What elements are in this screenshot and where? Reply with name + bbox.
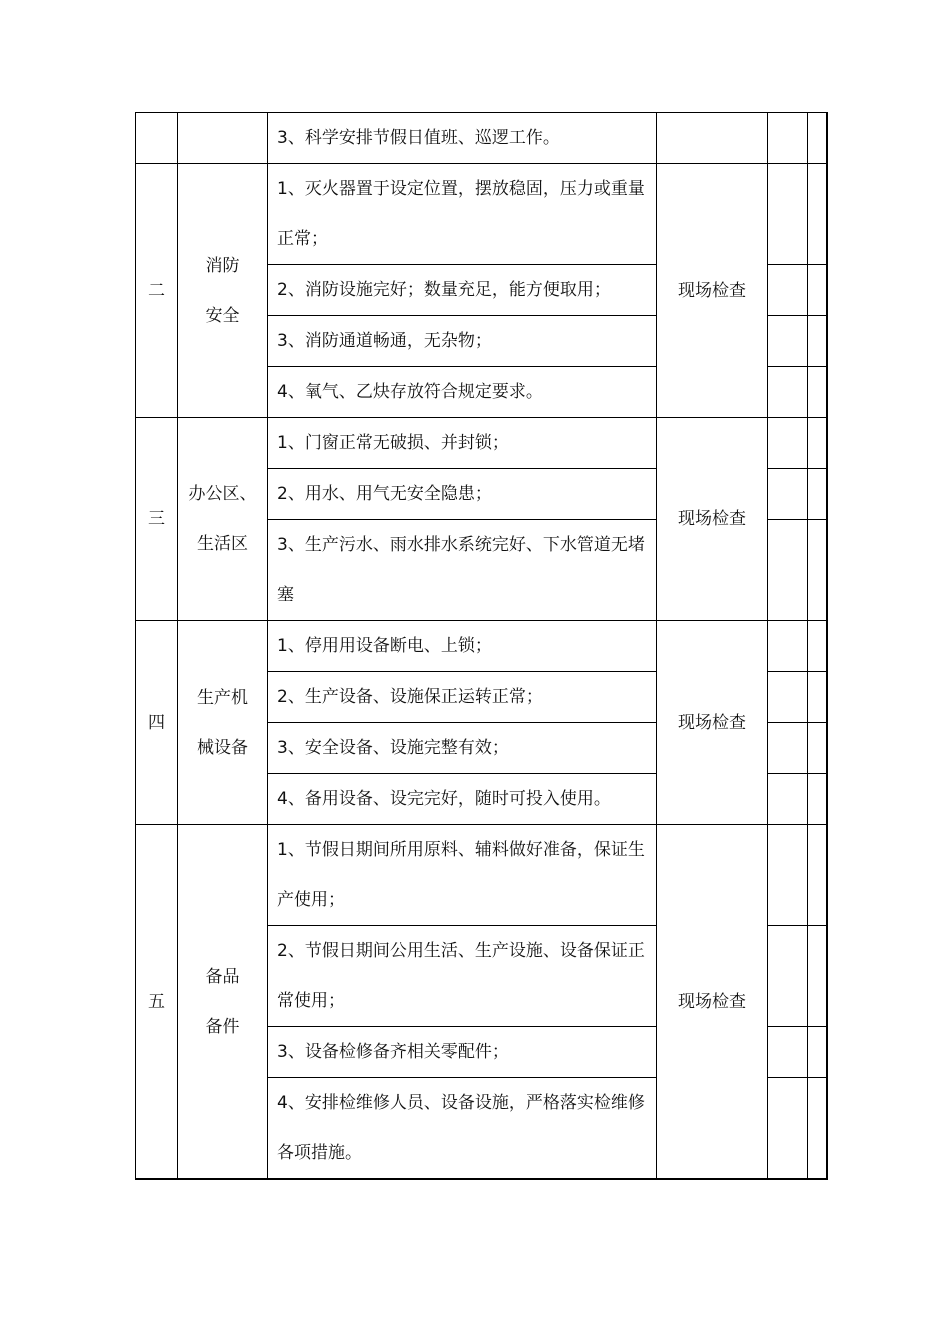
- result-cell: [768, 825, 808, 926]
- inspection-method: 现场检查: [657, 825, 768, 1180]
- check-item: 4、备用设备、设完完好，随时可投入使用。: [268, 774, 657, 825]
- check-item: 1、节假日期间所用原料、辅料做好准备，保证生产使用；: [268, 825, 657, 926]
- category-cell: [178, 113, 268, 164]
- remark-cell: [808, 774, 827, 825]
- category-line: 生活区: [197, 534, 248, 554]
- section-category: [178, 825, 268, 1180]
- result-cell: [768, 672, 808, 723]
- result-cell: [768, 469, 808, 520]
- remark-cell: [808, 926, 827, 1027]
- number-cell: [136, 113, 178, 164]
- check-item: 1、门窗正常无破损、并封锁；: [268, 418, 657, 469]
- check-item: 1、停用用设备断电、上锁；: [268, 621, 657, 672]
- remark-cell: [808, 520, 827, 621]
- category-line: 消防: [205, 255, 240, 276]
- result-cell: [768, 367, 808, 418]
- result-cell: [768, 1078, 808, 1180]
- result-cell: [768, 926, 808, 1027]
- table-row: [136, 113, 827, 164]
- remark-cell: [808, 723, 827, 774]
- result-cell: [768, 418, 808, 469]
- section-category: [178, 621, 268, 825]
- remark-cell: [808, 113, 827, 164]
- result-cell: [768, 316, 808, 367]
- inspection-method: 现场检查: [657, 418, 768, 621]
- result-cell: [768, 774, 808, 825]
- remark-cell: [808, 469, 827, 520]
- inspection-checklist-table: [135, 112, 828, 1180]
- table-row: [136, 418, 827, 469]
- remark-cell: [808, 418, 827, 469]
- check-item: 3、安全设备、设施完整有效；: [268, 723, 657, 774]
- remark-cell: [808, 367, 827, 418]
- method-cell: [657, 113, 768, 164]
- check-item: 3、设备检修备齐相关零配件；: [268, 1027, 657, 1078]
- remark-cell: [808, 1027, 827, 1078]
- section-category: [178, 164, 268, 418]
- check-item: 3、科学安排节假日值班、巡逻工作。: [268, 113, 657, 164]
- table-row: [136, 164, 827, 265]
- inspection-method: 现场检查: [657, 621, 768, 825]
- category-line: 备件: [205, 1016, 240, 1037]
- check-item: 1、灭火器置于设定位置，摆放稳固，压力或重量正常；: [268, 164, 657, 265]
- category-line: 安全: [205, 305, 240, 326]
- section-number: 四: [136, 621, 178, 825]
- section-number: 五: [136, 825, 178, 1180]
- check-item: 2、用水、用气无安全隐患；: [268, 469, 657, 520]
- section-number: 二: [136, 164, 178, 418]
- remark-cell: [808, 1078, 827, 1180]
- remark-cell: [808, 316, 827, 367]
- remark-cell: [808, 621, 827, 672]
- check-item: 2、节假日期间公用生活、生产设施、设备保证正常使用；: [268, 926, 657, 1027]
- check-item: 2、生产设备、设施保正运转正常；: [268, 672, 657, 723]
- inspection-method: 现场检查: [657, 164, 768, 418]
- result-cell: [768, 723, 808, 774]
- result-cell: [768, 164, 808, 265]
- category-line: 备品: [205, 966, 240, 987]
- section-category: [178, 418, 268, 621]
- table-row: [136, 621, 827, 672]
- result-cell: [768, 621, 808, 672]
- remark-cell: [808, 265, 827, 316]
- check-item: 4、氧气、乙炔存放符合规定要求。: [268, 367, 657, 418]
- result-cell: [768, 520, 808, 621]
- result-cell: [768, 113, 808, 164]
- remark-cell: [808, 164, 827, 265]
- result-cell: [768, 265, 808, 316]
- remark-cell: [808, 825, 827, 926]
- remark-cell: [808, 672, 827, 723]
- check-item: 3、生产污水、雨水排水系统完好、下水管道无堵塞: [268, 520, 657, 621]
- check-item: 2、消防设施完好；数量充足，能方便取用；: [268, 265, 657, 316]
- table-row: [136, 825, 827, 926]
- category-line: 办公区、: [188, 484, 257, 504]
- section-number: 三: [136, 418, 178, 621]
- result-cell: [768, 1027, 808, 1078]
- category-line: 生产机: [197, 687, 248, 708]
- check-item: 3、消防通道畅通，无杂物；: [268, 316, 657, 367]
- category-line: 械设备: [197, 737, 248, 758]
- check-item: 4、安排检维修人员、设备设施，严格落实检维修各项措施。: [268, 1078, 657, 1180]
- checklist-body: [136, 113, 827, 1180]
